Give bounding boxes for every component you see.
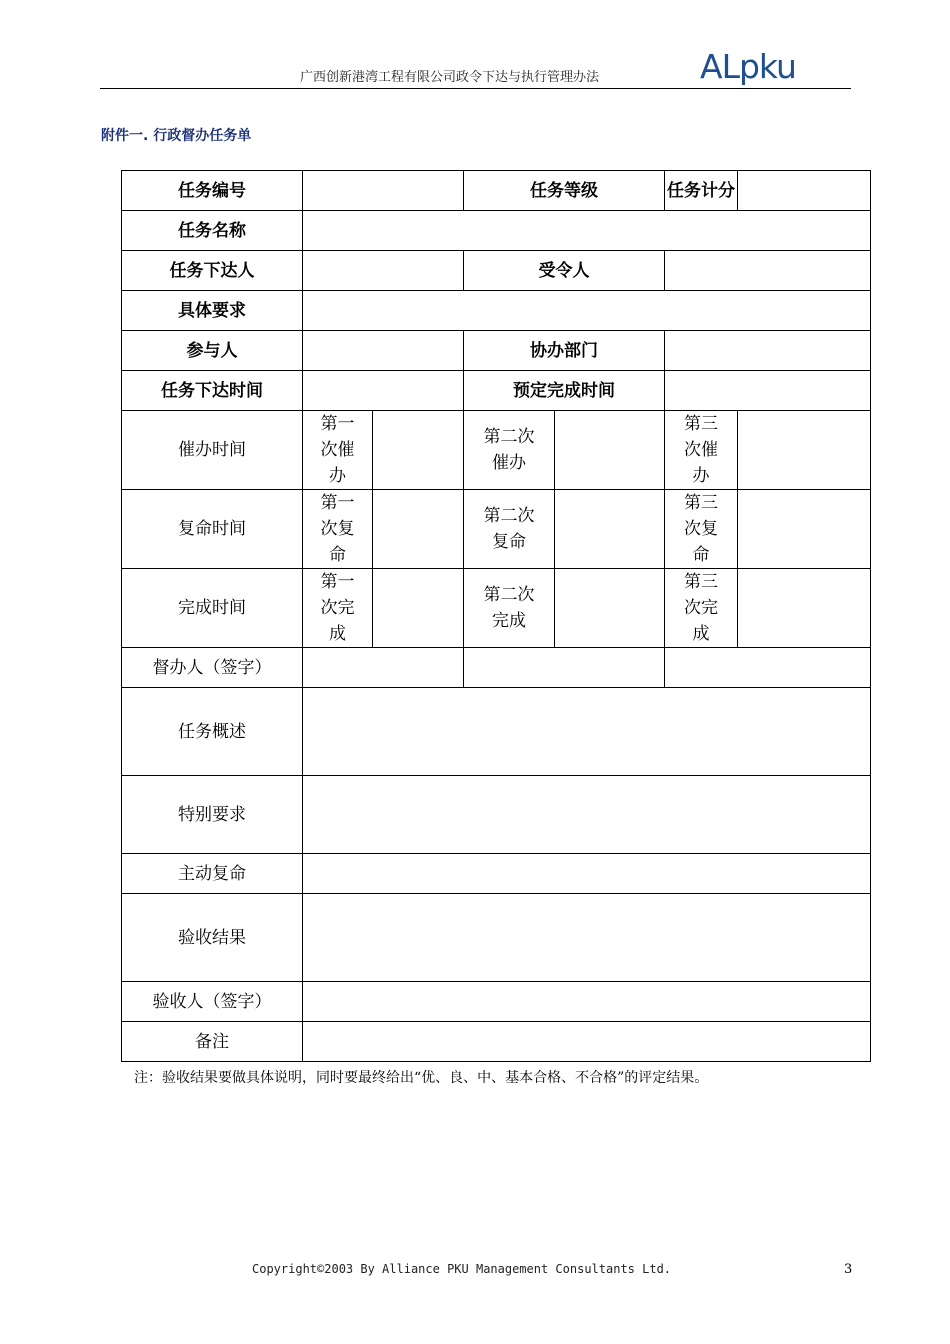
label-reply-3: 第三次复命 bbox=[665, 490, 738, 569]
label-task-no: 任务编号 bbox=[122, 171, 303, 211]
field-urge-3[interactable] bbox=[738, 411, 871, 490]
label-task-level: 任务等级 bbox=[464, 171, 665, 211]
field-issuer[interactable] bbox=[303, 251, 464, 291]
label-special-req: 特别要求 bbox=[122, 776, 303, 854]
label-issuer: 任务下达人 bbox=[122, 251, 303, 291]
label-reply-1: 第一次复命 bbox=[303, 490, 373, 569]
form-note: 注：验收结果要做具体说明，同时要最终给出“优、良、中、基本合格、不合格”的评定结果。 bbox=[134, 1070, 709, 1086]
label-task-name: 任务名称 bbox=[122, 211, 303, 251]
label-acceptance-result: 验收结果 bbox=[122, 894, 303, 982]
field-urge-2[interactable] bbox=[555, 411, 665, 490]
label-reply-time: 复命时间 bbox=[122, 490, 303, 569]
label-urge-3: 第三次催办 bbox=[665, 411, 738, 490]
field-finish-1[interactable] bbox=[373, 569, 464, 648]
label-finish-1: 第一次完成 bbox=[303, 569, 373, 648]
label-task-overview: 任务概述 bbox=[122, 688, 303, 776]
field-participants[interactable] bbox=[303, 331, 464, 371]
field-reply-1[interactable] bbox=[373, 490, 464, 569]
field-task-overview[interactable] bbox=[303, 688, 871, 776]
label-task-score: 任务计分 bbox=[665, 171, 738, 211]
field-requirements[interactable] bbox=[303, 291, 871, 331]
field-finish-3[interactable] bbox=[738, 569, 871, 648]
field-special-req[interactable] bbox=[303, 776, 871, 854]
field-planned-finish[interactable] bbox=[665, 371, 871, 411]
label-co-dept: 协办部门 bbox=[464, 331, 665, 371]
field-reply-3[interactable] bbox=[738, 490, 871, 569]
field-task-name[interactable] bbox=[303, 211, 871, 251]
field-finish-2[interactable] bbox=[555, 569, 665, 648]
label-urge-2: 第二次催办 bbox=[464, 411, 555, 490]
header-divider bbox=[100, 88, 851, 89]
supervision-task-form bbox=[121, 170, 871, 1062]
field-supervisor-sign-2[interactable] bbox=[464, 648, 665, 688]
field-active-reply[interactable] bbox=[303, 854, 871, 894]
label-urge-time: 催办时间 bbox=[122, 411, 303, 490]
field-task-score[interactable] bbox=[738, 171, 871, 211]
field-issue-time[interactable] bbox=[303, 371, 464, 411]
label-requirements: 具体要求 bbox=[122, 291, 303, 331]
field-supervisor-sign-3[interactable] bbox=[665, 648, 871, 688]
field-task-no[interactable] bbox=[303, 171, 464, 211]
label-issue-time: 任务下达时间 bbox=[122, 371, 303, 411]
label-supervisor-sign: 督办人（签字） bbox=[122, 648, 303, 688]
label-acceptor-sign: 验收人（签字） bbox=[122, 982, 303, 1022]
label-finish-2: 第二次完成 bbox=[464, 569, 555, 648]
field-reply-2[interactable] bbox=[555, 490, 665, 569]
label-active-reply: 主动复命 bbox=[122, 854, 303, 894]
label-remarks: 备注 bbox=[122, 1022, 303, 1062]
header-title: 广西创新港湾工程有限公司政令下达与执行管理办法 bbox=[300, 70, 600, 85]
field-remarks[interactable] bbox=[303, 1022, 871, 1062]
attachment-title: 附件一. 行政督办任务单 bbox=[101, 128, 252, 144]
field-receiver[interactable] bbox=[665, 251, 871, 291]
field-co-dept[interactable] bbox=[665, 331, 871, 371]
label-receiver: 受令人 bbox=[464, 251, 665, 291]
field-supervisor-sign-1[interactable] bbox=[303, 648, 464, 688]
company-logo: ALpku bbox=[700, 47, 796, 86]
field-urge-1[interactable] bbox=[373, 411, 464, 490]
label-reply-2: 第二次复命 bbox=[464, 490, 555, 569]
field-acceptance-result[interactable] bbox=[303, 894, 871, 982]
label-urge-1: 第一次催办 bbox=[303, 411, 373, 490]
label-participants: 参与人 bbox=[122, 331, 303, 371]
footer-copyright: Copyright©2003 By Alliance PKU Management Consultants Ltd. bbox=[252, 1262, 672, 1276]
label-finish-time: 完成时间 bbox=[122, 569, 303, 648]
label-finish-3: 第三次完成 bbox=[665, 569, 738, 648]
field-acceptor-sign[interactable] bbox=[303, 982, 871, 1022]
label-planned-finish: 预定完成时间 bbox=[464, 371, 665, 411]
page-number: 3 bbox=[844, 1262, 853, 1277]
